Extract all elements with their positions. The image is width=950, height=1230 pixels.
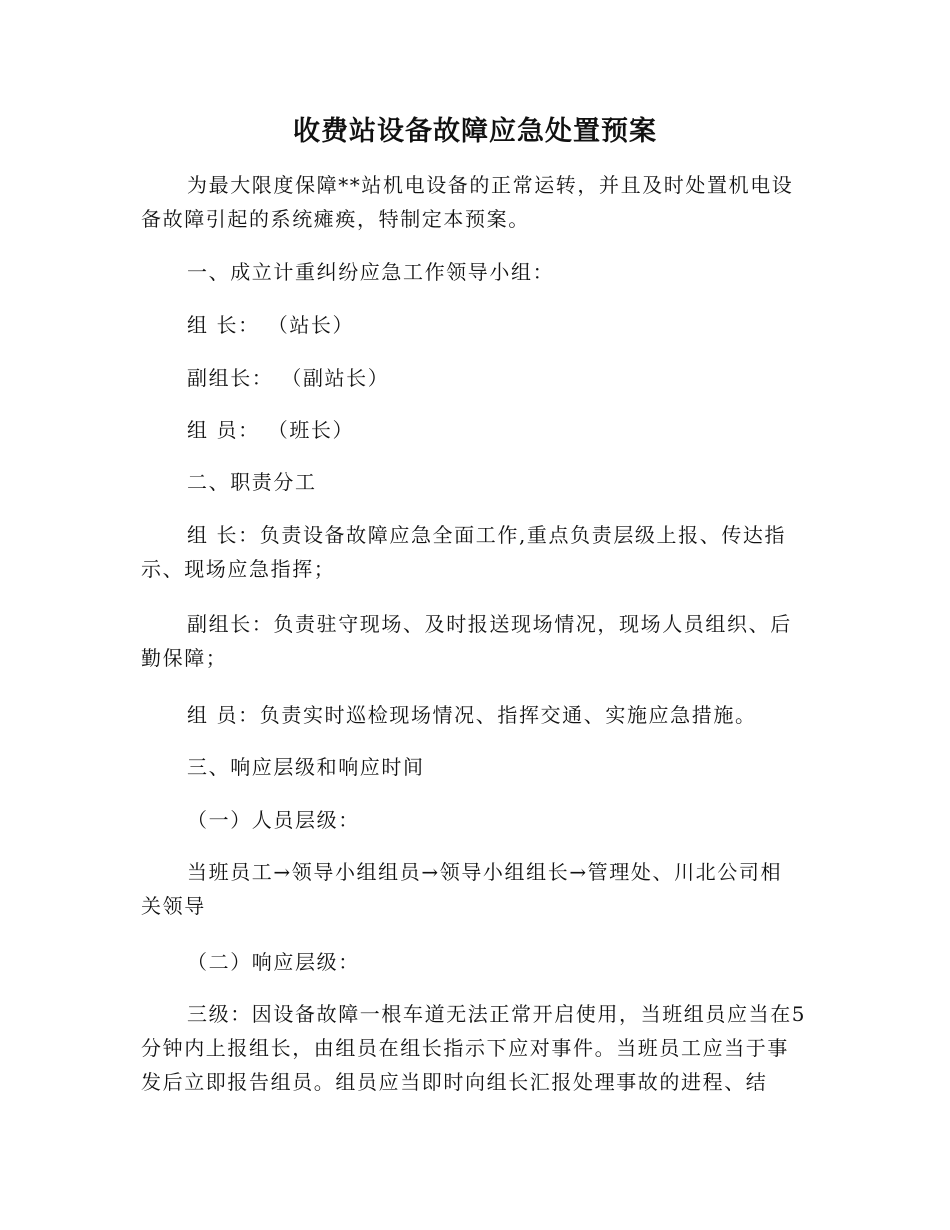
paragraph-line: 二、职责分工 — [187, 470, 317, 494]
group-leader-line — [141, 308, 821, 342]
paragraph-line: 为最大限度保障**站机电设备的正常运转，并且及时处置机电设 — [187, 173, 794, 197]
paragraph-line: 组 员： （班长） — [187, 418, 355, 442]
paragraph-line: 三级：因设备故障一根车道无法正常开启使用，当班组员应当在5 — [187, 1002, 807, 1026]
paragraph-line: （二）响应层级： — [187, 950, 360, 974]
paragraph-line: 一、成立计重纠纷应急工作领导小组： — [187, 260, 555, 284]
leader-duty-paragraph — [141, 518, 821, 586]
subheading-response-levels — [141, 945, 821, 979]
paragraph-line: 副组长： （副站长） — [187, 366, 390, 390]
paragraph-line: 组 长： （站长） — [187, 313, 355, 337]
section-heading-duties — [141, 465, 821, 499]
paragraph-line: 副组长：负责驻守现场、及时报送现场情况，现场人员组织、后 — [187, 612, 792, 636]
paragraph-line: 分钟内上报组长，由组员在组长指示下应对事件。当班员工应当于事 — [141, 1036, 789, 1060]
member-duty-paragraph — [141, 698, 821, 732]
personnel-chain-paragraph — [141, 855, 821, 923]
paragraph-line: （一）人员层级： — [187, 808, 360, 832]
document-title: 收费站设备故障应急处置预案 — [293, 116, 657, 147]
level-three-paragraph — [141, 997, 821, 1099]
section-heading-leadership-group — [141, 255, 821, 289]
deputy-duty-paragraph — [141, 607, 821, 675]
paragraph-line: 当班员工→领导小组组员→领导小组组长→管理处、川北公司相 — [187, 860, 783, 884]
paragraph-line: 发后立即报告组员。组员应当即时向组长汇报处理事故的进程、结 — [141, 1070, 768, 1094]
group-member-line — [141, 413, 821, 447]
paragraph-line: 关领导 — [141, 894, 206, 918]
paragraph-line: 示、现场应急指挥； — [141, 557, 336, 581]
intro-paragraph — [141, 168, 821, 236]
paragraph-line: 组 长：负责设备故障应急全面工作,重点负责层级上报、传达指 — [187, 523, 787, 547]
paragraph-line: 勤保障； — [141, 646, 228, 670]
deputy-leader-line — [141, 361, 821, 395]
section-heading-response — [141, 750, 821, 784]
paragraph-line: 备故障引起的系统瘫痪，特制定本预案。 — [141, 207, 530, 231]
subheading-personnel-levels — [141, 803, 821, 837]
paragraph-line: 组 员：负责实时巡检现场情况、指挥交通、实施应急措施。 — [187, 703, 757, 727]
paragraph-line: 三、响应层级和响应时间 — [187, 755, 425, 779]
